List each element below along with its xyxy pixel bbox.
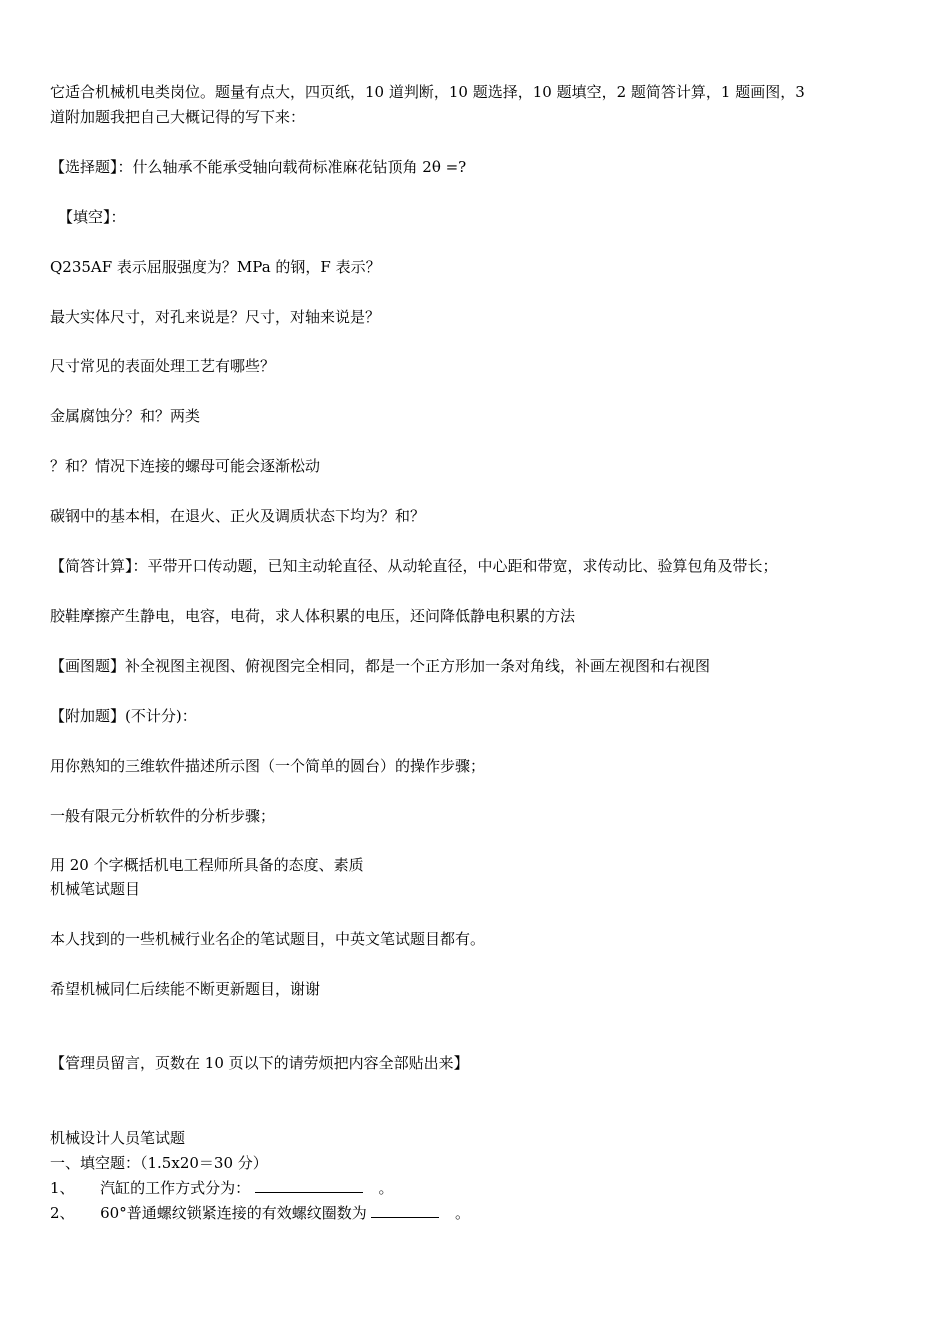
fill-item: Q235AF 表示屈服强度为？MPa 的钢，F 表示？	[50, 258, 381, 276]
section-paragraph: 本人找到的一些机械行业名企的笔试题目，中英文笔试题目都有。	[50, 930, 486, 948]
exam-title: 机械设计人员笔试题	[50, 1129, 186, 1147]
intro-line-1: 它适合机械机电类岗位。题量有点大，四页纸，10 道判断，10 题选择，10 题填空，2 题简答计算，1 题画图，3	[50, 83, 805, 101]
fill-item: 碳钢中的基本相，在退火、正火及调质状态下均为？和？	[50, 507, 426, 525]
answer-blank	[371, 1203, 439, 1218]
question-number: 1、	[50, 1179, 75, 1197]
question-number: 2、	[50, 1204, 75, 1222]
bonus-item: 一般有限元分析软件的分析步骤；	[50, 807, 276, 825]
fill-item: 金属腐蚀分？和？两类	[50, 407, 201, 425]
drawing-question: 【画图题】补全视图主视图、俯视图完全相同，都是一个正方形加一条对角线，补画左视图和右视图	[50, 657, 711, 675]
fill-item: ？和？情况下连接的螺母可能会逐渐松动	[50, 457, 321, 475]
exam-section-heading: 一、填空题：（1.5x20＝30 分）	[50, 1154, 268, 1172]
intro-line-2: 道附加题我把自己大概记得的写下来：	[50, 108, 306, 126]
bonus-item: 用你熟知的三维软件描述所示图（一个简单的圆台）的操作步骤；	[50, 757, 486, 775]
question-text: 60°普通螺纹锁紧连接的有效螺纹圈数为	[100, 1204, 367, 1222]
calc-question-1: 【简答计算】：平带开口传动题，已知主动轮直径、从动轮直径，中心距和带宽，求传动比、验算包角及带长；	[50, 557, 778, 575]
question-end: 。	[378, 1179, 394, 1197]
admin-note: 【管理员留言，页数在 10 页以下的请劳烦把内容全部贴出来】	[50, 1054, 469, 1072]
answer-blank	[255, 1178, 363, 1193]
bonus-heading: 【附加题】(不计分)：	[50, 707, 197, 725]
bonus-item: 用 20 个字概括机电工程师所具备的态度、素质	[50, 856, 364, 874]
exam-question-2	[50, 1203, 470, 1223]
calc-question-2: 胶鞋摩擦产生静电，电容，电荷，求人体积累的电压，还问降低静电积累的方法	[50, 607, 576, 625]
fill-heading: 【填空】：	[58, 208, 126, 226]
exam-question-1	[50, 1178, 393, 1198]
section-title: 机械笔试题目	[50, 880, 141, 898]
question-end: 。	[455, 1204, 471, 1222]
fill-item: 最大实体尺寸，对孔来说是？尺寸，对轴来说是？	[50, 308, 381, 326]
fill-item: 尺寸常见的表面处理工艺有哪些？	[50, 357, 276, 375]
section-paragraph: 希望机械同仁后续能不断更新题目，谢谢	[50, 980, 321, 998]
question-text: 汽缸的工作方式分为：	[100, 1179, 251, 1197]
choice-question: 【选择题】：什么轴承不能承受轴向载荷标准麻花钻顶角 2θ =?	[50, 158, 467, 176]
